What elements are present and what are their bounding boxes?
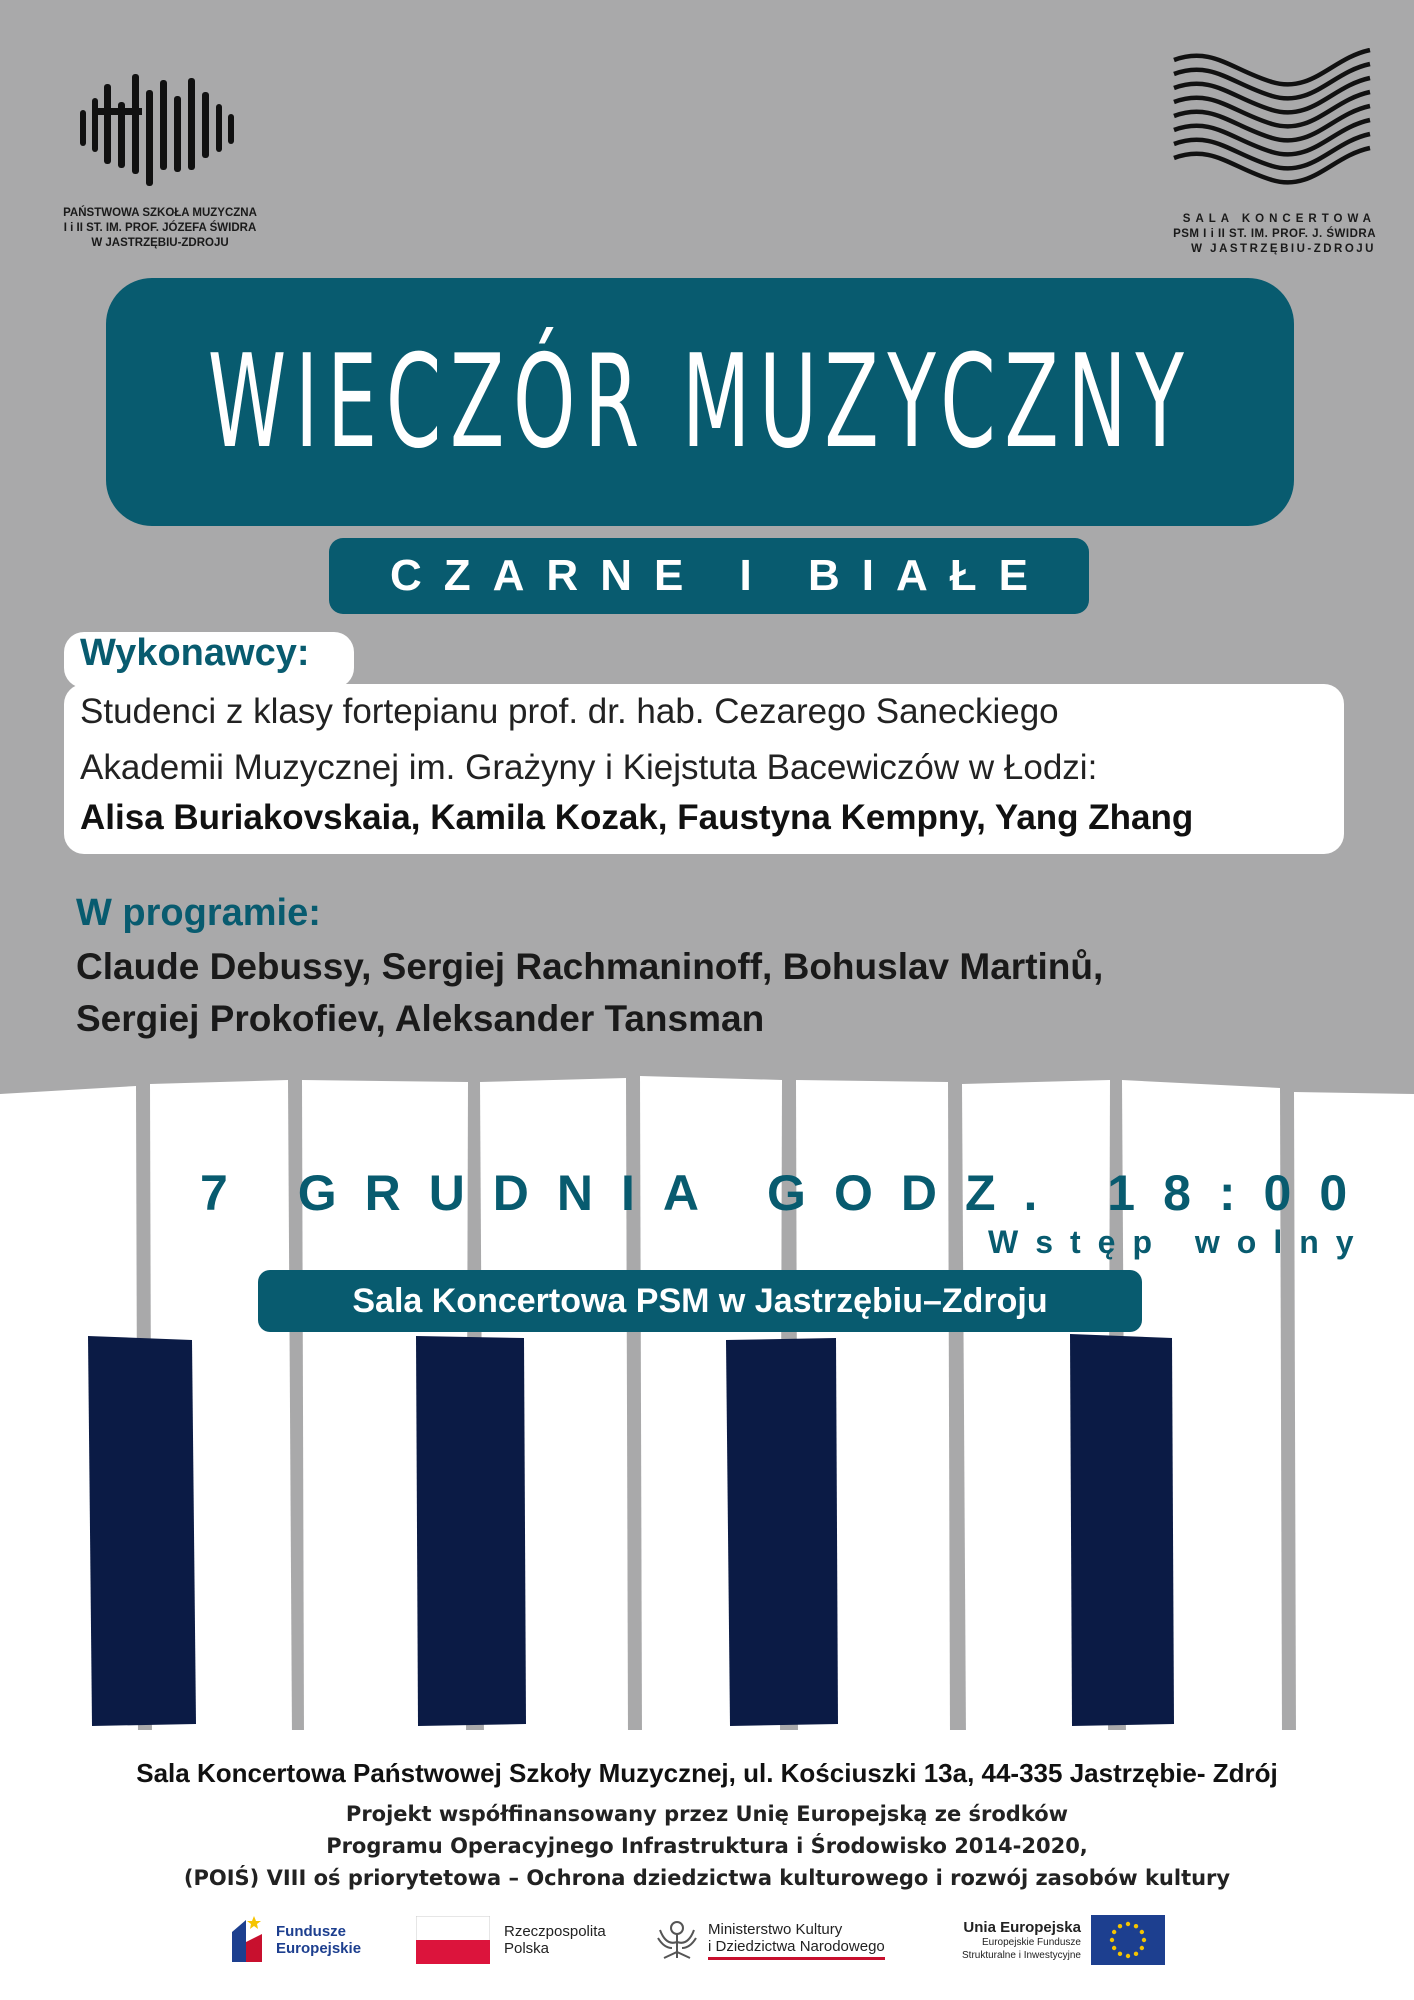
sponsor-ue-line: Unia Europejska [963, 1918, 1081, 1936]
eu-star [1110, 1938, 1114, 1942]
eu-star [1112, 1930, 1116, 1934]
school-logo-line: W JASTRZĘBIU-ZDROJU [91, 237, 229, 249]
sponsor-rp-line: Rzeczpospolita [504, 1923, 606, 1940]
program-heading: W programie: [76, 892, 321, 934]
black-key [88, 1336, 196, 1726]
title-banner [106, 278, 1294, 526]
funding-note-line: (POIŚ) VIII oś priorytetowa – Ochrona dziedzictwa kulturowego i rozwój zasobów kultury [183, 1866, 1231, 1890]
eu-star [1134, 1924, 1138, 1928]
black-key [416, 1336, 526, 1726]
eu-star [1126, 1954, 1130, 1958]
event-date-time: 7 GRUDNIA GODZ. 18:00 [200, 1165, 1376, 1221]
concert-hall-logo-text [1160, 212, 1376, 257]
eu-star [1140, 1946, 1144, 1950]
black-key [1070, 1334, 1174, 1726]
eu-star [1118, 1952, 1122, 1956]
sponsor-unia-europejska [962, 1910, 1165, 1970]
performers-description-line: Akademii Muzycznej im. Grażyny i Kiejstuta Bacewiczów w Łodzi: [80, 748, 1098, 787]
performers-heading: Wykonawcy: [80, 632, 310, 674]
sponsor-fe-line: Fundusze [276, 1923, 346, 1940]
footer-address: Sala Koncertowa Państwowej Szkoły Muzycznej, ul. Kościuszki 13a, 44-335 Jastrzębie- Zdrój [136, 1758, 1278, 1788]
subtitle-banner [329, 538, 1089, 614]
venue-name: Sala Koncertowa PSM w Jastrzębiu–Zdroju [352, 1281, 1048, 1320]
eu-star [1112, 1946, 1116, 1950]
eu-star [1118, 1924, 1122, 1928]
school-logo-text [40, 206, 280, 251]
sponsor-ue-line: Strukturalne i Inwestycyjne [962, 1949, 1081, 1961]
sponsor-mkidn-line: Ministerstwo Kultury [708, 1920, 843, 1938]
eu-flag-icon [1091, 1915, 1165, 1965]
sponsor-mkidn-line: i Dziedzictwa Narodowego [708, 1938, 885, 1960]
subtitle: CZARNE I BIAŁE [390, 551, 1050, 600]
polish-flag-icon [416, 1916, 490, 1964]
sponsor-rzeczpospolita-polska [416, 1910, 606, 1970]
sponsor-ue-line: Europejskie Fundusze [982, 1936, 1081, 1948]
eu-star [1134, 1952, 1138, 1956]
eu-star [1140, 1930, 1144, 1934]
piano-keyboard-illustration [0, 1060, 1414, 1740]
eagle-emblem-icon [652, 1912, 702, 1968]
hall-logo-line: SALA KONCERTOWA [1182, 213, 1376, 225]
funding-note-line: Programu Operacyjnego Infrastruktura i Środowisko 2014-2020, [326, 1834, 1088, 1858]
school-logo-line: I i II ST. IM. PROF. JÓZEFA ŚWIDRA [63, 222, 257, 234]
sponsor-ministerstwo-kultury [652, 1910, 885, 1970]
sponsor-fundusze-europejskie [228, 1910, 361, 1970]
sponsor-fe-line: Europejskie [276, 1940, 362, 1957]
program-composers-line: Claude Debussy, Sergiej Rachmaninoff, Bohuslav Martinů, [76, 946, 1104, 987]
sponsor-rp-line: Polska [504, 1940, 550, 1957]
performers-names: Alisa Buriakovskaia, Kamila Kozak, Faustyna Kempny, Yang Zhang [80, 798, 1194, 837]
eu-star [1126, 1922, 1130, 1926]
school-logo-line: PAŃSTWOWA SZKOŁA MUZYCZNA [63, 207, 257, 219]
school-logo [78, 74, 240, 186]
performers-description-line: Studenci z klasy fortepianu prof. dr. hab. Cezarego Saneckiego [80, 692, 1059, 731]
eu-star [1142, 1938, 1146, 1942]
hall-logo-line: W JASTRZĘBIU-ZDROJU [1191, 243, 1376, 255]
fundusze-europejskie-icon [228, 1912, 268, 1968]
black-key [726, 1338, 838, 1726]
venue-banner [258, 1270, 1142, 1332]
hall-logo-line: PSM I i II ST. IM. PROF. J. ŚWIDRA [1173, 228, 1376, 240]
free-entry-note: Wstęp wolny [988, 1224, 1371, 1260]
concert-hall-logo [1172, 48, 1372, 188]
page-title: WIECZÓR MUZYCZNY [207, 327, 1193, 477]
program-composers-line: Sergiej Prokofiev, Aleksander Tansman [76, 998, 765, 1039]
funding-note-line: Projekt współfinansowany przez Unię Europejską ze środków [345, 1802, 1069, 1826]
